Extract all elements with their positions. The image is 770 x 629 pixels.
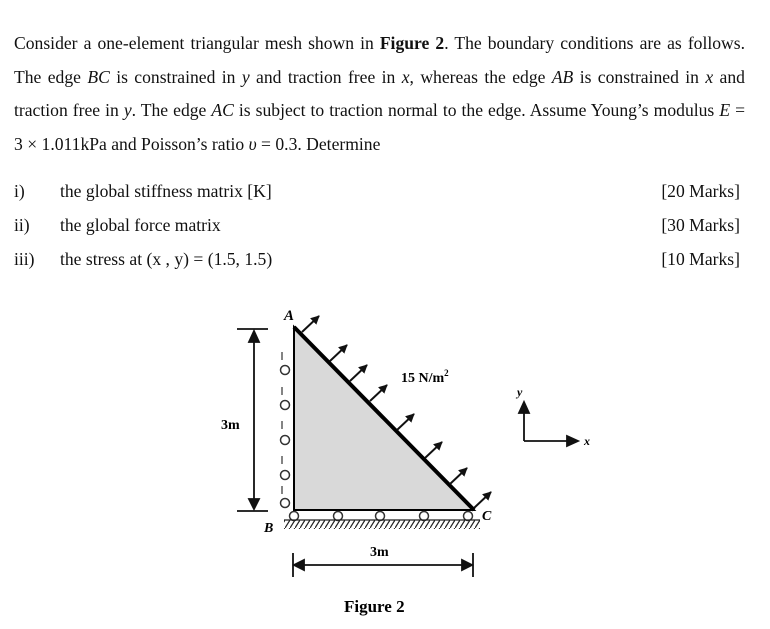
height-dimension-label: 3m <box>221 418 240 433</box>
question-marks: [20 Marks] <box>661 181 740 201</box>
height-dimension-line <box>237 329 268 511</box>
coordinate-axes <box>519 402 578 446</box>
question-number: iii) <box>14 249 35 269</box>
figure-caption: Figure 2 <box>344 597 405 616</box>
question-marks: [10 Marks] <box>661 249 740 269</box>
question-marks: [30 Marks] <box>661 215 740 235</box>
question-text: the global force matrix <box>60 215 221 235</box>
axis-y-label: y <box>517 385 523 399</box>
axis-x-label: x <box>584 434 590 448</box>
question-text: the stress at (x , y) = (1.5, 1.5) <box>60 249 273 269</box>
figure-reference: Figure 2 <box>379 33 445 53</box>
node-label-c: C <box>482 509 492 524</box>
load-label: 15 $N/m^2$ <box>401 368 449 386</box>
node-label-a: A <box>284 308 295 324</box>
question-text: the global stiffness matrix [K] <box>60 181 272 201</box>
question-number: ii) <box>14 215 30 235</box>
width-dimension-label: 3m <box>370 545 389 560</box>
problem-statement: Consider a one-element triangular mesh shown in Figure 2. The boundary conditions are as follows. The edge BC is constrained in y and traction free in x, whereas the edge AB is constrained in x and traction free in y. The edge AC is subject to traction normal to the edge. Assume Young’s modulus E = 3 × 1.011kPa and Poisson’s ratio υ = 0.3. Determine <box>14 33 746 154</box>
roller-supports-bc <box>290 512 473 521</box>
node-label-b: B <box>264 521 274 536</box>
ground-hatch <box>284 520 480 529</box>
question-number: i) <box>14 181 25 201</box>
